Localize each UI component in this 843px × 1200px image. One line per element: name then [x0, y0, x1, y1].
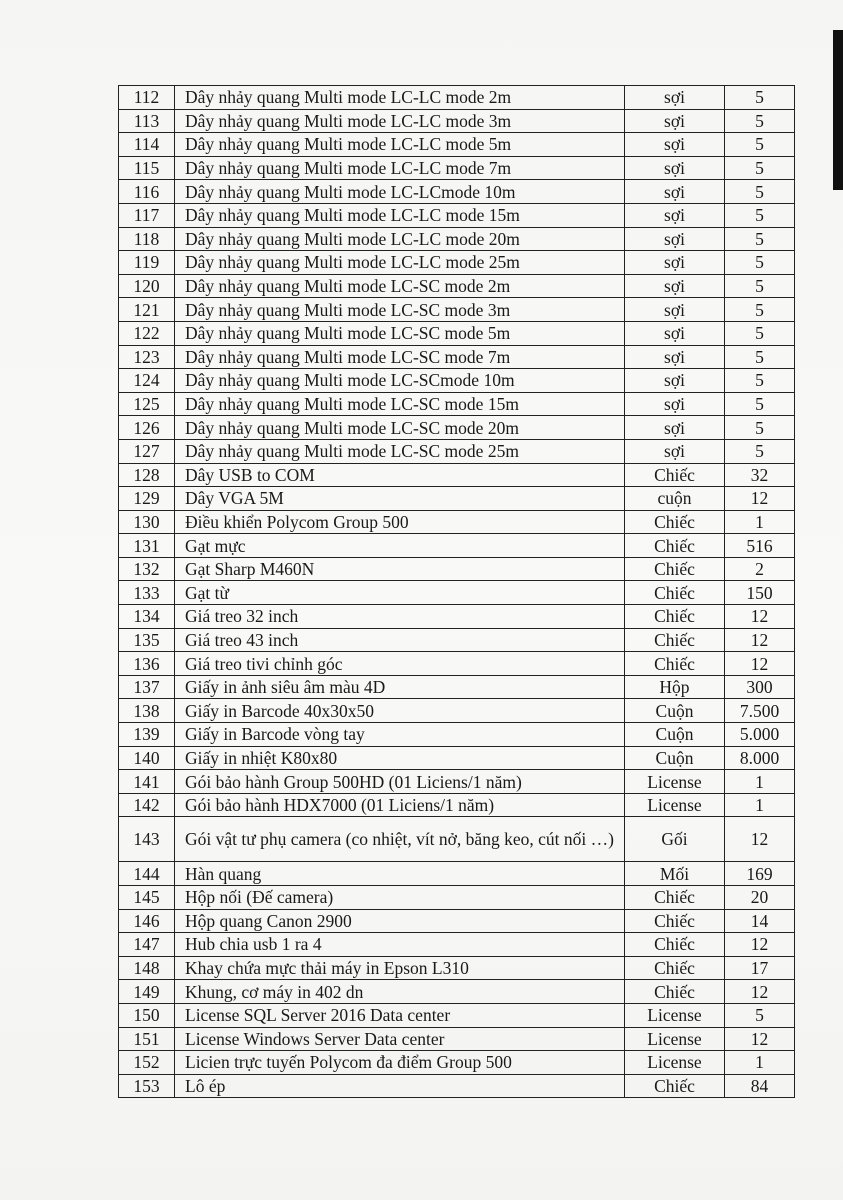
table-row: [119, 274, 795, 298]
unit-cell: Hộp: [625, 675, 725, 699]
unit-cell: Cuộn: [625, 746, 725, 770]
table-row: [119, 1051, 795, 1075]
row-number-cell: 140: [119, 746, 175, 770]
row-number-cell: 144: [119, 862, 175, 886]
row-number-cell: 123: [119, 345, 175, 369]
quantity-cell: 5: [725, 274, 795, 298]
quantity-cell: 516: [725, 534, 795, 558]
unit-cell: sợi: [625, 369, 725, 393]
table-row: [119, 746, 795, 770]
unit-cell: sợi: [625, 251, 725, 275]
table-row: [119, 345, 795, 369]
quantity-cell: 5: [725, 1003, 795, 1027]
row-number-cell: 142: [119, 793, 175, 817]
item-name-cell: Dây nhảy quang Multi mode LC-SC mode 25m: [175, 439, 625, 463]
item-name-cell: Giấy in Barcode vòng tay: [175, 723, 625, 747]
unit-cell: sợi: [625, 180, 725, 204]
unit-cell: Chiếc: [625, 933, 725, 957]
quantity-cell: 5: [725, 156, 795, 180]
row-number-cell: 127: [119, 439, 175, 463]
table-row: [119, 605, 795, 629]
item-name-cell: Dây nhảy quang Multi mode LC-LC mode 5m: [175, 133, 625, 157]
row-number-cell: 136: [119, 652, 175, 676]
unit-cell: Chiếc: [625, 652, 725, 676]
item-name-cell: Hub chia usb 1 ra 4: [175, 933, 625, 957]
table-row: [119, 180, 795, 204]
quantity-cell: 12: [725, 628, 795, 652]
table-row: [119, 203, 795, 227]
item-name-cell: Dây nhảy quang Multi mode LC-SC mode 20m: [175, 416, 625, 440]
row-number-cell: 137: [119, 675, 175, 699]
unit-cell: sợi: [625, 274, 725, 298]
table-row: [119, 463, 795, 487]
row-number-cell: 116: [119, 180, 175, 204]
unit-cell: Chiếc: [625, 886, 725, 910]
table-row: [119, 510, 795, 534]
row-number-cell: 114: [119, 133, 175, 157]
unit-cell: License: [625, 770, 725, 794]
item-name-cell: Giá treo 32 inch: [175, 605, 625, 629]
row-number-cell: 134: [119, 605, 175, 629]
row-number-cell: 147: [119, 933, 175, 957]
quantity-cell: 5: [725, 392, 795, 416]
quantity-cell: 12: [725, 652, 795, 676]
item-name-cell: Dây nhảy quang Multi mode LC-LC mode 3m: [175, 109, 625, 133]
item-name-cell: Dây nhảy quang Multi mode LC-LC mode 25m: [175, 251, 625, 275]
table-row: [119, 909, 795, 933]
item-name-cell: Giấy in ảnh siêu âm màu 4D: [175, 675, 625, 699]
row-number-cell: 113: [119, 109, 175, 133]
unit-cell: Cuộn: [625, 699, 725, 723]
table-row: [119, 109, 795, 133]
quantity-cell: 12: [725, 817, 795, 862]
row-number-cell: 148: [119, 956, 175, 980]
unit-cell: Chiếc: [625, 628, 725, 652]
table-row: [119, 534, 795, 558]
unit-cell: sợi: [625, 298, 725, 322]
table-row: [119, 487, 795, 511]
item-name-cell: Gạt Sharp M460N: [175, 557, 625, 581]
unit-cell: sợi: [625, 321, 725, 345]
scan-edge-mark: [833, 30, 843, 190]
unit-cell: Cuộn: [625, 723, 725, 747]
item-name-cell: Hộp quang Canon 2900: [175, 909, 625, 933]
row-number-cell: 152: [119, 1051, 175, 1075]
unit-cell: Chiếc: [625, 581, 725, 605]
table-row: [119, 416, 795, 440]
item-name-cell: Dây nhảy quang Multi mode LC-SC mode 2m: [175, 274, 625, 298]
quantity-cell: 5: [725, 227, 795, 251]
quantity-cell: 5: [725, 109, 795, 133]
item-name-cell: Gói bảo hành HDX7000 (01 Liciens/1 năm): [175, 793, 625, 817]
row-number-cell: 120: [119, 274, 175, 298]
table-row: [119, 675, 795, 699]
row-number-cell: 149: [119, 980, 175, 1004]
item-name-cell: Gạt từ: [175, 581, 625, 605]
item-name-cell: Gói bảo hành Group 500HD (01 Liciens/1 năm): [175, 770, 625, 794]
row-number-cell: 153: [119, 1074, 175, 1098]
table-row: [119, 980, 795, 1004]
item-name-cell: Gạt mực: [175, 534, 625, 558]
table-row: [119, 369, 795, 393]
item-name-cell: Licien trực tuyến Polycom đa điểm Group 500: [175, 1051, 625, 1075]
table-row: [119, 133, 795, 157]
table-row: [119, 956, 795, 980]
inventory-table-body: [119, 86, 795, 1098]
unit-cell: sợi: [625, 345, 725, 369]
unit-cell: Chiếc: [625, 980, 725, 1004]
quantity-cell: 7.500: [725, 699, 795, 723]
quantity-cell: 14: [725, 909, 795, 933]
quantity-cell: 12: [725, 605, 795, 629]
unit-cell: Chiếc: [625, 557, 725, 581]
row-number-cell: 129: [119, 487, 175, 511]
unit-cell: Chiếc: [625, 1074, 725, 1098]
table-row: [119, 227, 795, 251]
quantity-cell: 5: [725, 251, 795, 275]
quantity-cell: 12: [725, 933, 795, 957]
row-number-cell: 128: [119, 463, 175, 487]
row-number-cell: 135: [119, 628, 175, 652]
quantity-cell: 5: [725, 416, 795, 440]
table-row: [119, 298, 795, 322]
item-name-cell: Dây nhảy quang Multi mode LC-SCmode 10m: [175, 369, 625, 393]
quantity-cell: 5: [725, 133, 795, 157]
quantity-cell: 17: [725, 956, 795, 980]
table-row: [119, 933, 795, 957]
item-name-cell: Dây nhảy quang Multi mode LC-SC mode 15m: [175, 392, 625, 416]
item-name-cell: Giá treo 43 inch: [175, 628, 625, 652]
item-name-cell: Dây nhảy quang Multi mode LC-SC mode 5m: [175, 321, 625, 345]
table-row: [119, 392, 795, 416]
row-number-cell: 130: [119, 510, 175, 534]
table-row: [119, 1027, 795, 1051]
item-name-cell: License Windows Server Data center: [175, 1027, 625, 1051]
table-row: [119, 699, 795, 723]
table-row: [119, 557, 795, 581]
quantity-cell: 5: [725, 321, 795, 345]
quantity-cell: 5: [725, 345, 795, 369]
quantity-cell: 5.000: [725, 723, 795, 747]
item-name-cell: Khung, cơ máy in 402 dn: [175, 980, 625, 1004]
item-name-cell: Dây nhảy quang Multi mode LC-SC mode 3m: [175, 298, 625, 322]
quantity-cell: 12: [725, 980, 795, 1004]
table-row: [119, 886, 795, 910]
row-number-cell: 121: [119, 298, 175, 322]
item-name-cell: Dây nhảy quang Multi mode LC-LCmode 10m: [175, 180, 625, 204]
table-row: [119, 770, 795, 794]
row-number-cell: 124: [119, 369, 175, 393]
unit-cell: Chiếc: [625, 909, 725, 933]
row-number-cell: 115: [119, 156, 175, 180]
item-name-cell: Dây USB to COM: [175, 463, 625, 487]
item-name-cell: Điều khiển Polycom Group 500: [175, 510, 625, 534]
unit-cell: sợi: [625, 392, 725, 416]
unit-cell: Chiếc: [625, 534, 725, 558]
unit-cell: sợi: [625, 109, 725, 133]
row-number-cell: 126: [119, 416, 175, 440]
quantity-cell: 5: [725, 369, 795, 393]
unit-cell: Mối: [625, 862, 725, 886]
row-number-cell: 118: [119, 227, 175, 251]
row-number-cell: 112: [119, 86, 175, 110]
row-number-cell: 132: [119, 557, 175, 581]
row-number-cell: 143: [119, 817, 175, 862]
table-row: [119, 652, 795, 676]
table-row: [119, 723, 795, 747]
row-number-cell: 138: [119, 699, 175, 723]
unit-cell: sợi: [625, 227, 725, 251]
unit-cell: Gối: [625, 817, 725, 862]
item-name-cell: Giấy in Barcode 40x30x50: [175, 699, 625, 723]
row-number-cell: 119: [119, 251, 175, 275]
quantity-cell: 300: [725, 675, 795, 699]
table-row: [119, 156, 795, 180]
table-row: [119, 862, 795, 886]
row-number-cell: 139: [119, 723, 175, 747]
unit-cell: Chiếc: [625, 463, 725, 487]
item-name-cell: License SQL Server 2016 Data center: [175, 1003, 625, 1027]
quantity-cell: 12: [725, 487, 795, 511]
item-name-cell: Hàn quang: [175, 862, 625, 886]
table-row: [119, 439, 795, 463]
item-name-cell: Khay chứa mực thải máy in Epson L310: [175, 956, 625, 980]
unit-cell: sợi: [625, 156, 725, 180]
row-number-cell: 122: [119, 321, 175, 345]
row-number-cell: 131: [119, 534, 175, 558]
unit-cell: License: [625, 1003, 725, 1027]
item-name-cell: Giá treo tivi chỉnh góc: [175, 652, 625, 676]
item-name-cell: Dây nhảy quang Multi mode LC-LC mode 7m: [175, 156, 625, 180]
quantity-cell: 12: [725, 1027, 795, 1051]
quantity-cell: 1: [725, 1051, 795, 1075]
item-name-cell: Gói vật tư phụ camera (co nhiệt, vít nở, băng keo, cút nối …): [175, 817, 625, 862]
unit-cell: Chiếc: [625, 956, 725, 980]
row-number-cell: 117: [119, 203, 175, 227]
unit-cell: sợi: [625, 86, 725, 110]
row-number-cell: 150: [119, 1003, 175, 1027]
quantity-cell: 150: [725, 581, 795, 605]
quantity-cell: 1: [725, 510, 795, 534]
item-name-cell: Lô ép: [175, 1074, 625, 1098]
unit-cell: Chiếc: [625, 510, 725, 534]
unit-cell: License: [625, 1027, 725, 1051]
item-name-cell: Dây nhảy quang Multi mode LC-LC mode 15m: [175, 203, 625, 227]
table-row: [119, 581, 795, 605]
unit-cell: License: [625, 793, 725, 817]
table-row: [119, 1074, 795, 1098]
unit-cell: License: [625, 1051, 725, 1075]
unit-cell: cuộn: [625, 487, 725, 511]
row-number-cell: 146: [119, 909, 175, 933]
row-number-cell: 145: [119, 886, 175, 910]
table-row: [119, 817, 795, 862]
quantity-cell: 5: [725, 203, 795, 227]
table-row: [119, 321, 795, 345]
quantity-cell: 5: [725, 439, 795, 463]
inventory-table-wrapper: [118, 85, 794, 1098]
unit-cell: sợi: [625, 133, 725, 157]
table-row: [119, 251, 795, 275]
table-row: [119, 793, 795, 817]
row-number-cell: 141: [119, 770, 175, 794]
quantity-cell: 32: [725, 463, 795, 487]
row-number-cell: 125: [119, 392, 175, 416]
quantity-cell: 5: [725, 180, 795, 204]
quantity-cell: 84: [725, 1074, 795, 1098]
item-name-cell: Dây nhảy quang Multi mode LC-SC mode 7m: [175, 345, 625, 369]
inventory-table: [118, 85, 795, 1098]
row-number-cell: 133: [119, 581, 175, 605]
unit-cell: Chiếc: [625, 605, 725, 629]
unit-cell: sợi: [625, 203, 725, 227]
quantity-cell: 8.000: [725, 746, 795, 770]
item-name-cell: Dây nhảy quang Multi mode LC-LC mode 20m: [175, 227, 625, 251]
quantity-cell: 169: [725, 862, 795, 886]
item-name-cell: Hộp nối (Đế camera): [175, 886, 625, 910]
table-row: [119, 86, 795, 110]
quantity-cell: 5: [725, 86, 795, 110]
quantity-cell: 20: [725, 886, 795, 910]
table-row: [119, 628, 795, 652]
quantity-cell: 1: [725, 770, 795, 794]
quantity-cell: 5: [725, 298, 795, 322]
row-number-cell: 151: [119, 1027, 175, 1051]
item-name-cell: Giấy in nhiệt K80x80: [175, 746, 625, 770]
quantity-cell: 1: [725, 793, 795, 817]
unit-cell: sợi: [625, 439, 725, 463]
item-name-cell: Dây VGA 5M: [175, 487, 625, 511]
item-name-cell: Dây nhảy quang Multi mode LC-LC mode 2m: [175, 86, 625, 110]
table-row: [119, 1003, 795, 1027]
unit-cell: sợi: [625, 416, 725, 440]
quantity-cell: 2: [725, 557, 795, 581]
